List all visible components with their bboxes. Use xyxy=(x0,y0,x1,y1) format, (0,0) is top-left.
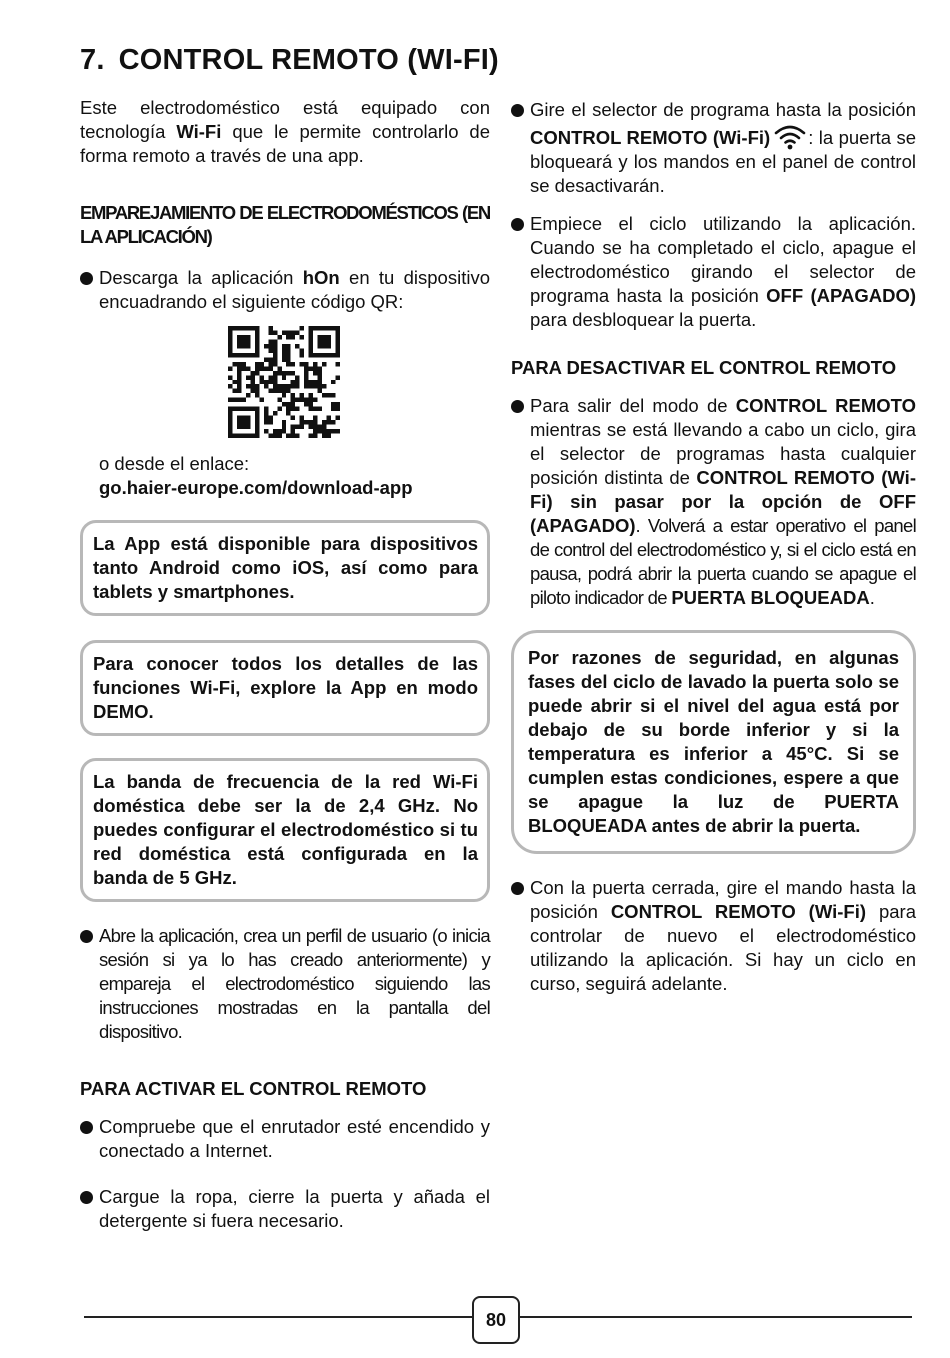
list-item-open-app: Abre la aplicación, crea un perfil de usuario (o inicia sesión si ya lo has creado anteriormente) y empareja el electrodoméstico siguiendo las instrucciones mostradas en la pantalla del dispositivo. xyxy=(80,924,490,1044)
list-item-start-cycle: Empiece el ciclo utilizando la aplicación. Cuando se ha completado el ciclo, apague el electrodoméstico girando el selector de programa hasta la posición OFF (APAGADO) para desbloquear la puerta. xyxy=(511,212,916,332)
wifi-icon xyxy=(772,122,808,150)
page-number: 80 xyxy=(472,1296,520,1344)
section-title-text: CONTROL REMOTO (WI-FI) xyxy=(118,44,499,76)
bullet-icon xyxy=(511,104,524,117)
list-item-download: Descarga la aplicación hOn en tu dispositivo encuadrando el siguiente código QR: xyxy=(80,266,490,314)
list-item-turn-selector: Gire el selector de programa hasta la posición CONTROL REMOTO (Wi-Fi) : la puerta se bloqueará y los mandos en el panel de control se desactivarán. xyxy=(511,98,916,198)
bullet-icon xyxy=(80,930,93,943)
or-link-text: o desde el enlace: xyxy=(99,453,250,474)
activate-heading: PARA ACTIVAR EL CONTROL REMOTO xyxy=(80,1078,427,1099)
intro-paragraph: Este electrodoméstico está equipado con tecnología Wi-Fi que le permite controlarlo de forma remoto a través de una app. xyxy=(80,97,491,166)
section-number: 7. xyxy=(80,44,105,76)
deactivate-heading: PARA DESACTIVAR EL CONTROL REMOTO xyxy=(511,357,897,378)
qr-code-image xyxy=(228,326,340,438)
bullet-icon xyxy=(80,272,93,285)
note-app-availability xyxy=(80,520,490,616)
pairing-heading: EMPAREJAMIENTO DE ELECTRODOMÉSTICOS (EN LA APLICACIÓN) xyxy=(80,202,490,247)
note-app-text: La App está disponible para dispositivos tanto Android como iOS, así como para tablets y smartphones. xyxy=(93,533,478,602)
note-safety-text: Por razones de seguridad, en algunas fases del ciclo de lavado la puerta solo se puede abrir si el nivel del agua está por debajo de su borde inferior y si la temperatura es inferior a 45°C. Si se cumplen estas condiciones, espere a que se apague la luz de PUERTA BLOQUEADA antes de abrir la puerta. xyxy=(528,647,899,836)
note-demo-text: Para conocer todos los detalles de las funciones Wi-Fi, explore la App en modo DEMO. xyxy=(93,653,478,722)
bullet-icon xyxy=(80,1191,93,1204)
bullet-icon xyxy=(511,218,524,231)
note-frequency-band xyxy=(80,758,490,902)
footer-rule-right xyxy=(520,1316,912,1318)
bullet-icon xyxy=(80,1121,93,1134)
left-column xyxy=(80,96,490,1233)
note-band-text: La banda de frecuencia de la red Wi-Fi doméstica debe ser la de 2,4 GHz. No puedes configurar el electrodoméstico si tu red doméstica está configurada en la banda de 5 GHz. xyxy=(93,771,478,888)
bullet-icon xyxy=(511,400,524,413)
list-item-check-router: Compruebe que el enrutador esté encendido y conectado a Internet. xyxy=(80,1115,490,1163)
list-item-door-closed: Con la puerta cerrada, gire el mando hasta la posición CONTROL REMOTO (Wi-Fi) para controlar de nuevo el electrodoméstico utilizando la aplicación. Si hay un ciclo en curso, seguirá adelante. xyxy=(511,876,916,996)
section-title xyxy=(80,44,499,77)
download-link[interactable]: go.haier-europe.com/download-app xyxy=(99,477,413,498)
list-item-exit-remote: Para salir del modo de CONTROL REMOTO mientras se está llevando a cabo un ciclo, gira el selector de programas hasta cualquier posición distinta de CONTROL REMOTO (Wi-Fi) sin pasar por la opción de OFF (APAGADO). Volverá a estar operativo el panel de control del electrodoméstico y, si el ciclo está en pausa, podrá abrir la puerta cuando se apague el piloto indicador de PUERTA BLOQUEADA. xyxy=(511,394,916,610)
right-column xyxy=(511,98,916,996)
bullet-icon xyxy=(511,882,524,895)
note-demo-mode xyxy=(80,640,490,736)
footer-rule-left xyxy=(84,1316,472,1318)
list-item-load-laundry: Cargue la ropa, cierre la puerta y añada el detergente si fuera necesario. xyxy=(80,1185,490,1233)
note-safety xyxy=(511,630,916,854)
